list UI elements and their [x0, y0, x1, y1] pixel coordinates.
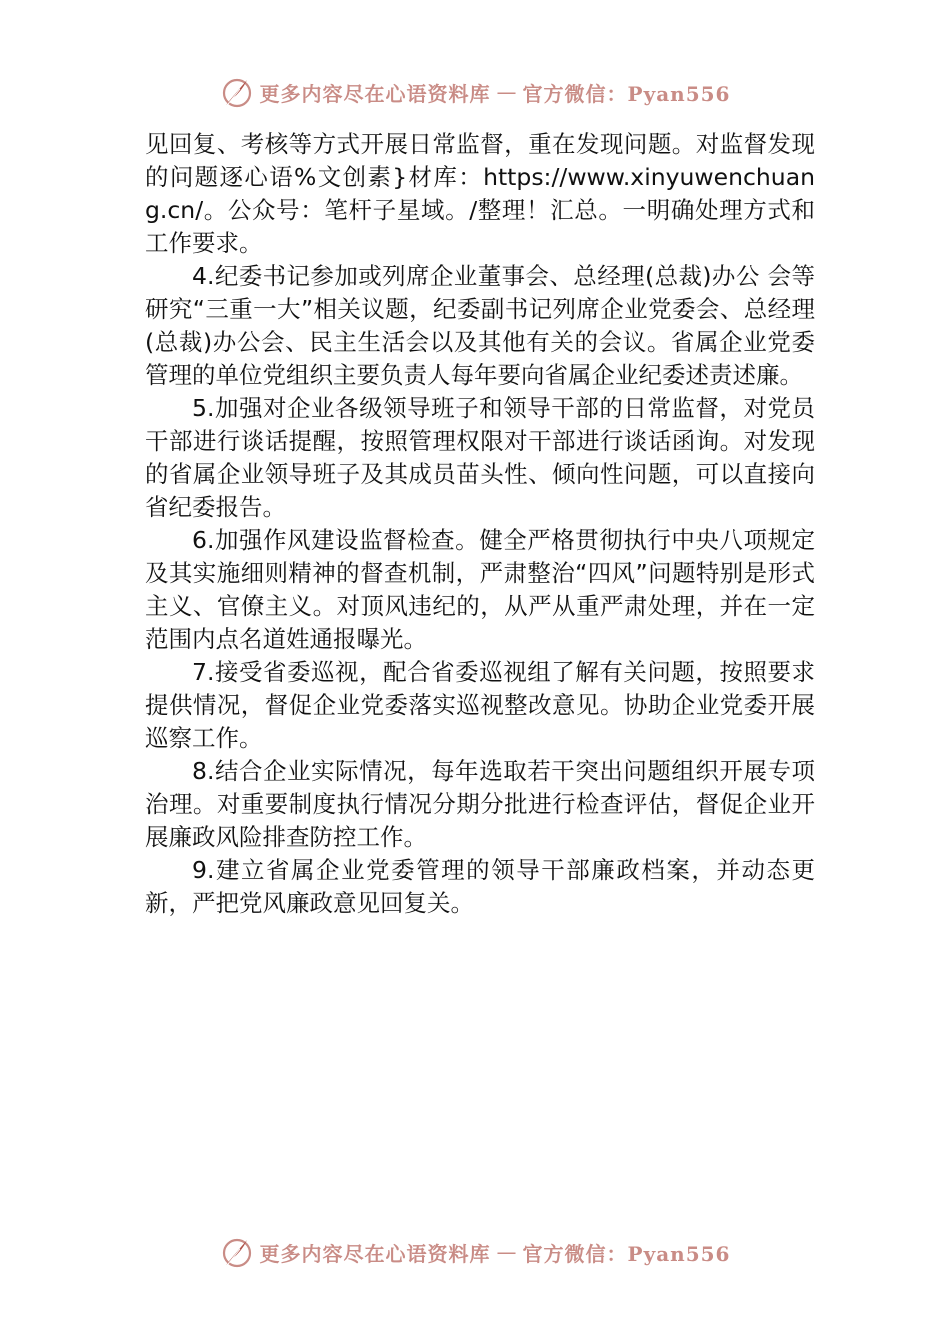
quill-pen-logo-icon: [220, 75, 254, 109]
watermark-wechat-text: 官方微信：Pyan556: [522, 81, 731, 106]
watermark-dash: —: [496, 80, 517, 104]
paragraph-item-9: 9.建立省属企业党委管理的领导干部廉政档案，并动态更新，严把党风廉政意见回复关。: [145, 856, 815, 917]
document-body: [145, 128, 815, 920]
watermark-brand-text: 更多内容尽在心语资料库: [259, 1241, 491, 1266]
footer-watermark: [0, 1232, 950, 1272]
paragraph-item-6: 6.加强作风建设监督检查。健全严格贯彻执行中央八项规定及其实施细则精神的督查机制，严肃整治“四风”问题特别是形式主义、官僚主义。对顶风违纪的，从严从重严肃处理，并在一定范围内点名道姓通报曝光。: [145, 526, 815, 653]
watermark-dash: —: [496, 1240, 517, 1264]
paragraph-item-4: 4.纪委书记参加或列席企业董事会、总经理(总裁)办公 会等研究“三重一大”相关议题，纪委副书记列席企业党委会、总经理(总裁)办公会、民主生活会以及其他有关的会议。省属企业党委管理的单位党组织主要负责人每年要向省属企业纪委述责述廉。: [145, 262, 815, 389]
paragraph-item-7: 7.接受省委巡视，配合省委巡视组了解有关问题，按照要求提供情况，督促企业党委落实巡视整改意见。协助企业党委开展巡察工作。: [145, 658, 815, 752]
quill-pen-logo-icon: [220, 1235, 254, 1269]
paragraph-item-8: 8.结合企业实际情况，每年选取若干突出问题组织开展专项治理。对重要制度执行情况分期分批进行检查评估，督促企业开展廉政风险排查防控工作。: [145, 757, 815, 851]
header-watermark: [0, 72, 950, 112]
paragraph-item-5: 5.加强对企业各级领导班子和领导干部的日常监督，对党员干部进行谈话提醒，按照管理权限对干部进行谈话函询。对发现的省属企业领导班子及其成员苗头性、倾向性问题，可以直接向省纪委报告。: [145, 394, 815, 521]
watermark-wechat-text: 官方微信：Pyan556: [522, 1241, 731, 1266]
watermark-brand-text: 更多内容尽在心语资料库: [259, 81, 491, 106]
paragraph-continuation: 见回复、考核等方式开展日常监督，重在发现问题。对监督发现的问题逐心语%文创素}材库：https://www.xinyuwenchuang.cn/。公众号：笔杆子星域。/整理！汇总。一明确处理方式和工作要求。: [145, 130, 815, 257]
